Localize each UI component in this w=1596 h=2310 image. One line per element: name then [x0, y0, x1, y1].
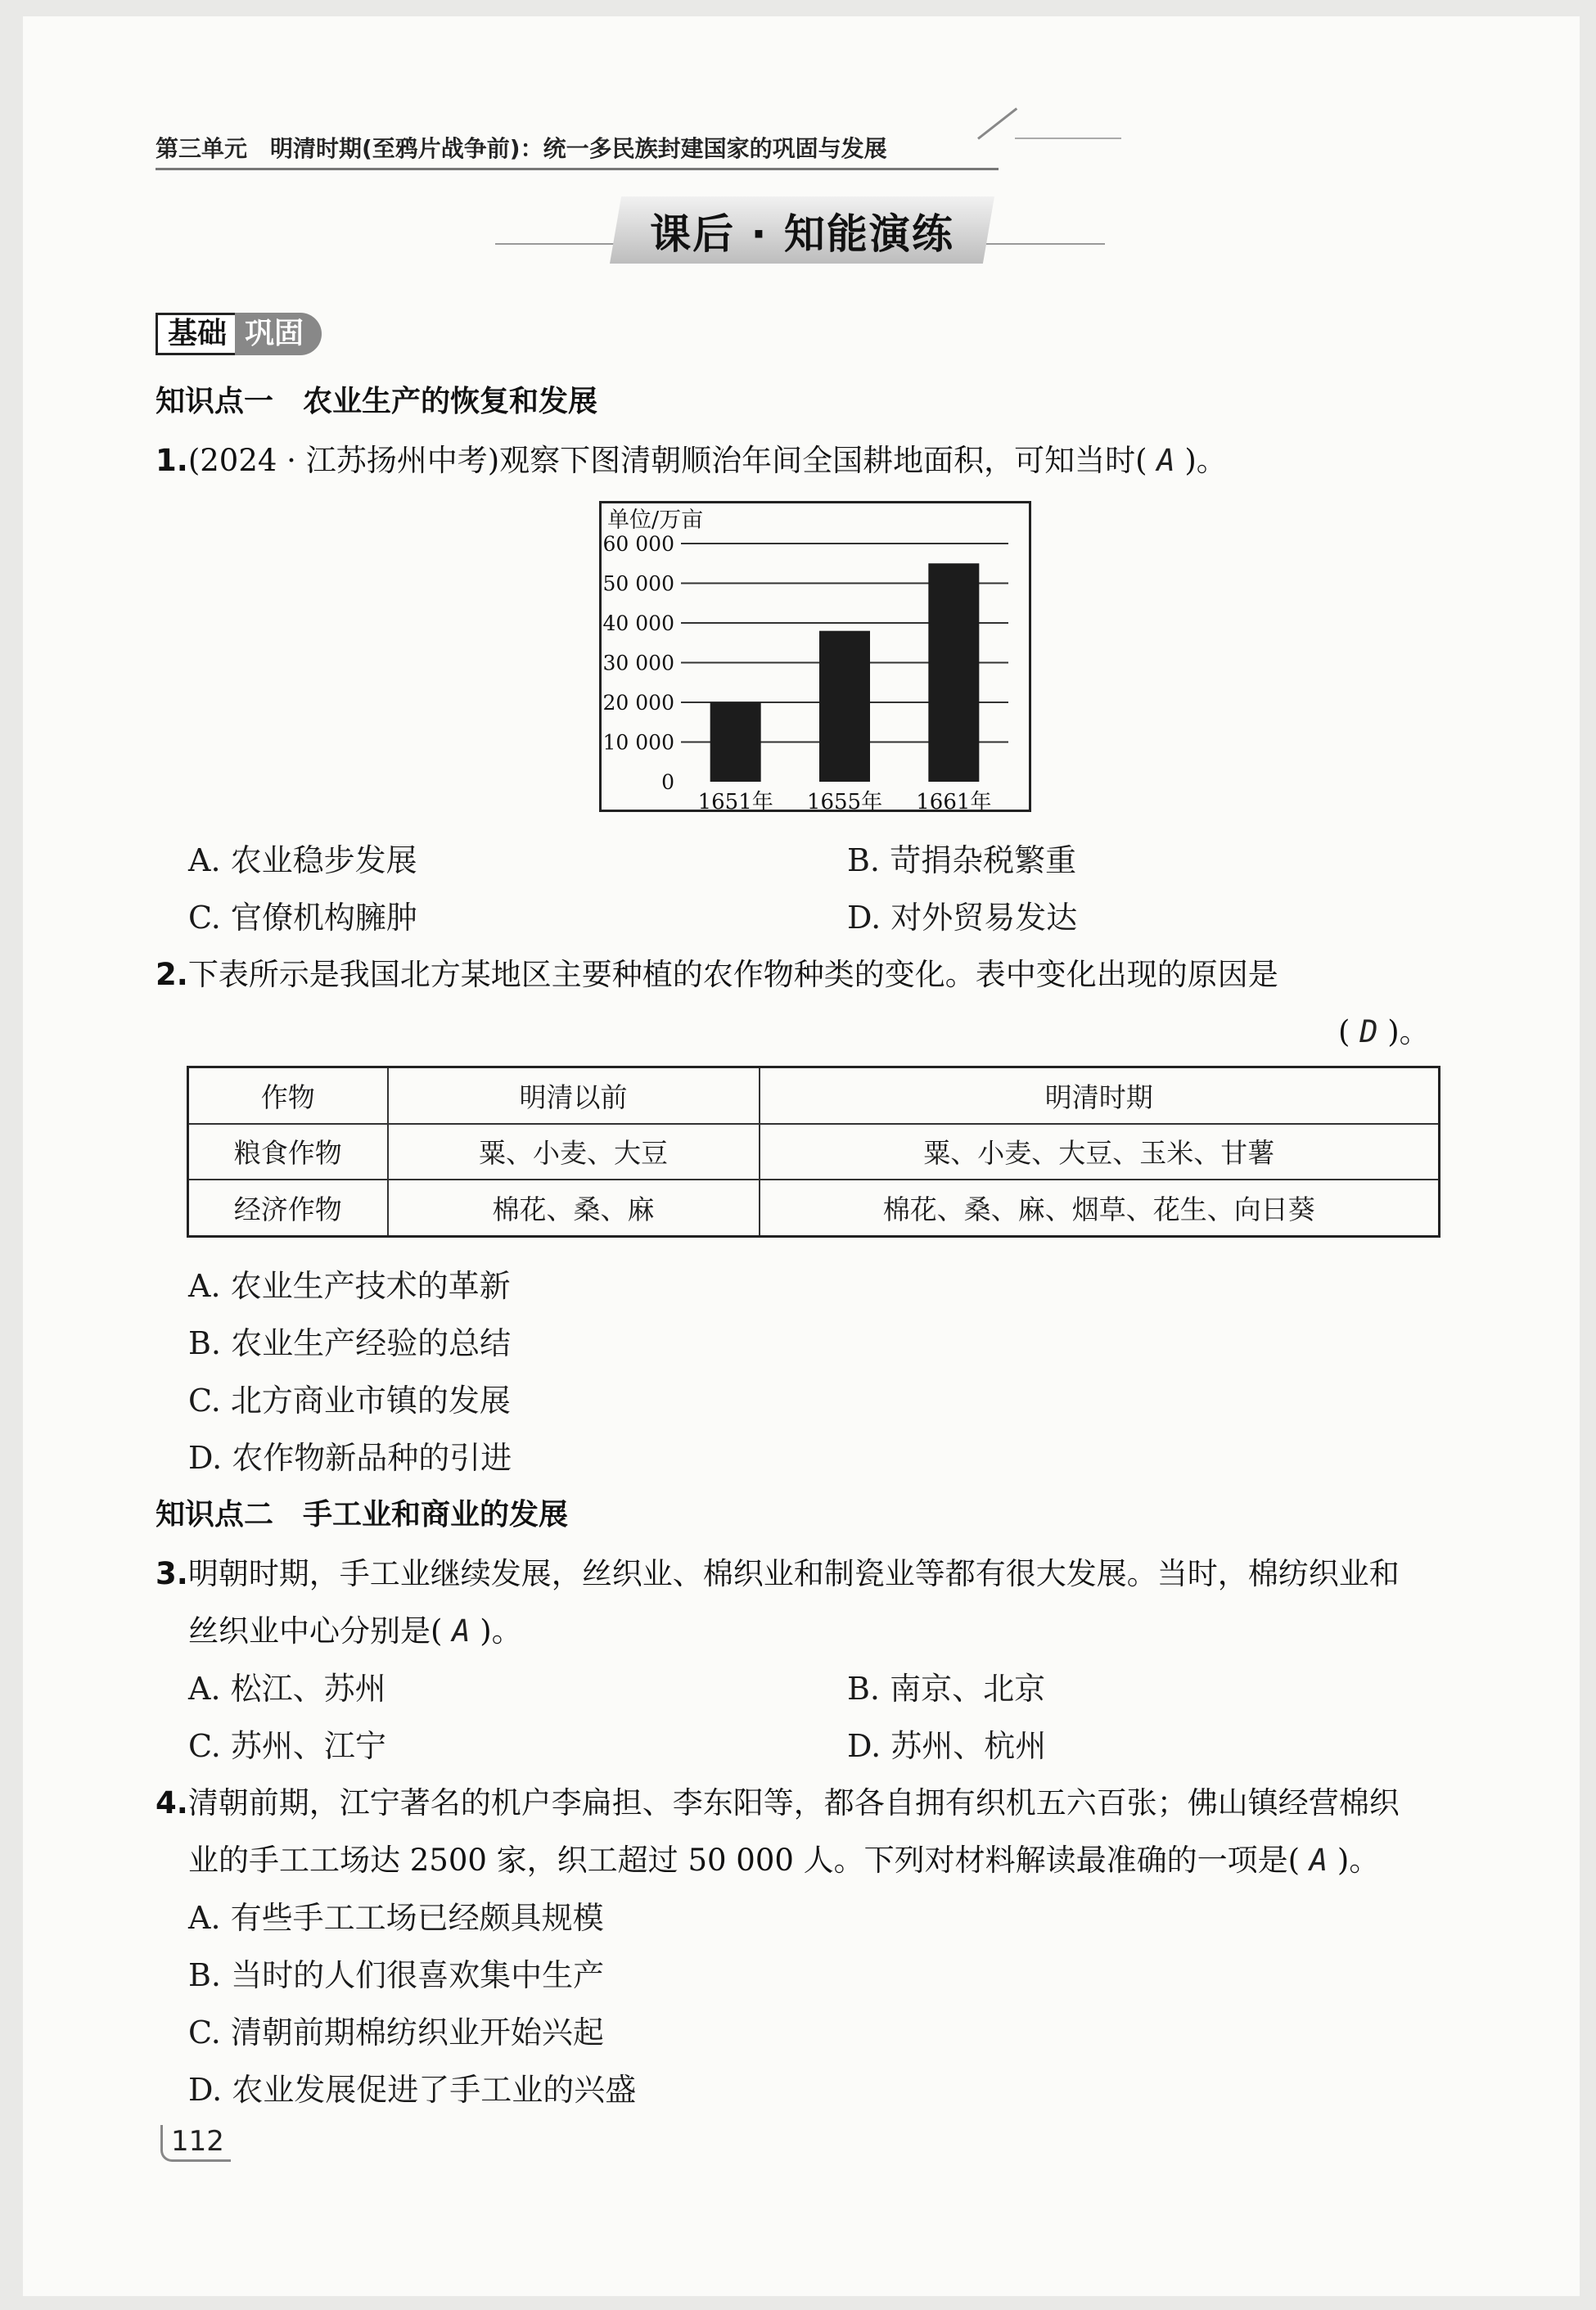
x-tick-label: 1651年 [697, 790, 773, 812]
q3-option-b: B. 南京、北京 [847, 1671, 1046, 1707]
table-cell: 粮食作物 [188, 1124, 388, 1180]
question-number: 3. [156, 1556, 188, 1591]
q4-option-d: D. 农业发展促进了手工业的兴盛 [188, 2072, 637, 2108]
table-row [188, 1124, 1440, 1180]
answer-mark: A [452, 1613, 471, 1649]
q3-option-c: C. 苏州、江宁 [188, 1728, 386, 1764]
question-3 [156, 1549, 1400, 1593]
y-tick-label: 40 000 [602, 611, 674, 635]
question-text-line1: 清朝前期，江宁著名的机户李扁担、李东阳等，都各自拥有织机五六百张；佛山镇经营棉织 [187, 1785, 1400, 1820]
banner-line-left [495, 243, 618, 245]
question-tail: )。 [1337, 1843, 1380, 1878]
section-banner-title: 课后 · 知能演练 [650, 210, 954, 258]
page-number: 112 [160, 2125, 231, 2162]
table-header-row [188, 1067, 1440, 1124]
q3-option-a: A. 松江、苏州 [188, 1671, 386, 1707]
chart-unit-label: 单位/万亩 [607, 508, 704, 533]
question-number: 4. [156, 1785, 188, 1820]
chart-bar [710, 702, 761, 782]
knowledge-point-1: 知识点一 农业生产的恢复和发展 [156, 385, 598, 418]
banner-line-right [986, 243, 1105, 245]
q3-option-d: D. 苏州、杭州 [847, 1728, 1047, 1764]
table-header: 明清时期 [760, 1067, 1440, 1124]
question-number: 1. [156, 443, 188, 478]
table-row [188, 1180, 1440, 1236]
y-tick-label: 20 000 [602, 691, 674, 715]
knowledge-point-2: 知识点二 手工业和商业的发展 [156, 1498, 569, 1532]
table-cell: 粟、小麦、大豆、玉米、甘薯 [760, 1124, 1440, 1180]
x-tick-label: 1655年 [806, 790, 883, 812]
question-3-line2 [188, 1606, 522, 1650]
table-header: 明清以前 [388, 1067, 760, 1124]
q1-option-d: D. 对外贸易发达 [847, 900, 1078, 936]
section-tag-secondary: 巩固 [235, 313, 322, 355]
q1-option-a: A. 农业稳步发展 [188, 842, 417, 878]
header-rule-end [1015, 138, 1121, 139]
chart-bar [819, 631, 870, 782]
question-tail: )。 [1184, 443, 1227, 478]
crop-table [187, 1066, 1440, 1238]
q2-option-d: D. 农作物新品种的引进 [188, 1440, 512, 1476]
question-4 [156, 1778, 1400, 1822]
question-text-line2: 业的手工工场达 2500 家，织工超过 50 000 人。下列对材料解读最准确的一项是( [188, 1843, 1301, 1878]
q2-option-a: A. 农业生产技术的革新 [188, 1268, 511, 1304]
q2-option-c: C. 北方商业市镇的发展 [188, 1383, 511, 1419]
y-tick-label: 60 000 [602, 532, 674, 556]
q2-option-b: B. 农业生产经验的总结 [188, 1325, 512, 1361]
question-tail: )。 [480, 1613, 522, 1649]
y-tick-label: 10 000 [602, 730, 674, 755]
question-number: 2. [156, 957, 188, 992]
farmland-bar-chart [599, 501, 1031, 812]
q1-option-c: C. 官僚机构臃肿 [188, 900, 417, 936]
q4-option-c: C. 清朝前期棉纺织业开始兴起 [188, 2014, 604, 2051]
header-rule [156, 168, 999, 170]
q4-option-b: B. 当时的人们很喜欢集中生产 [188, 1957, 605, 1993]
question-1 [156, 435, 1227, 480]
table-cell: 粟、小麦、大豆 [388, 1124, 760, 1180]
y-tick-label: 0 [661, 770, 674, 794]
table-cell: 棉花、桑、麻 [388, 1180, 760, 1236]
question-text: (2024 · 江苏扬州中考)观察下图清朝顺治年间全国耕地面积，可知当时( [187, 443, 1147, 478]
q1-option-b: B. 苛捐杂税繁重 [847, 842, 1077, 878]
chart-bar [928, 563, 979, 782]
table-cell: 棉花、桑、麻、烟草、花生、向日葵 [760, 1180, 1440, 1236]
question-text-line1: 明朝时期，手工业继续发展，丝织业、棉织业和制瓷业等都有很大发展。当时，棉纺织业和 [187, 1556, 1400, 1591]
y-tick-label: 50 000 [602, 571, 674, 596]
question-4-line2 [188, 1835, 1379, 1879]
answer-open: ( [1338, 1014, 1350, 1049]
answer-mark: A [1156, 443, 1175, 478]
answer-close: )。 [1387, 1014, 1430, 1049]
section-tag [156, 313, 322, 355]
question-text: 下表所示是我国北方某地区主要种植的农作物种类的变化。表中变化出现的原因是 [187, 957, 1278, 992]
table-header: 作物 [188, 1067, 388, 1124]
q4-option-a: A. 有些手工工场已经颇具规模 [188, 1900, 604, 1936]
x-tick-label: 1661年 [916, 790, 992, 812]
table-cell: 经济作物 [188, 1180, 388, 1236]
question-2 [156, 950, 1278, 994]
question-text-line2: 丝织业中心分别是( [188, 1613, 443, 1649]
question-2-answer [1338, 1007, 1430, 1051]
answer-mark: A [1309, 1843, 1328, 1878]
answer-mark: D [1359, 1014, 1378, 1049]
section-tag-primary: 基础 [156, 313, 235, 355]
y-tick-label: 30 000 [602, 651, 674, 675]
unit-title: 第三单元 明清时期(至鸦片战争前)：统一多民族封建国家的巩固与发展 [156, 135, 887, 162]
